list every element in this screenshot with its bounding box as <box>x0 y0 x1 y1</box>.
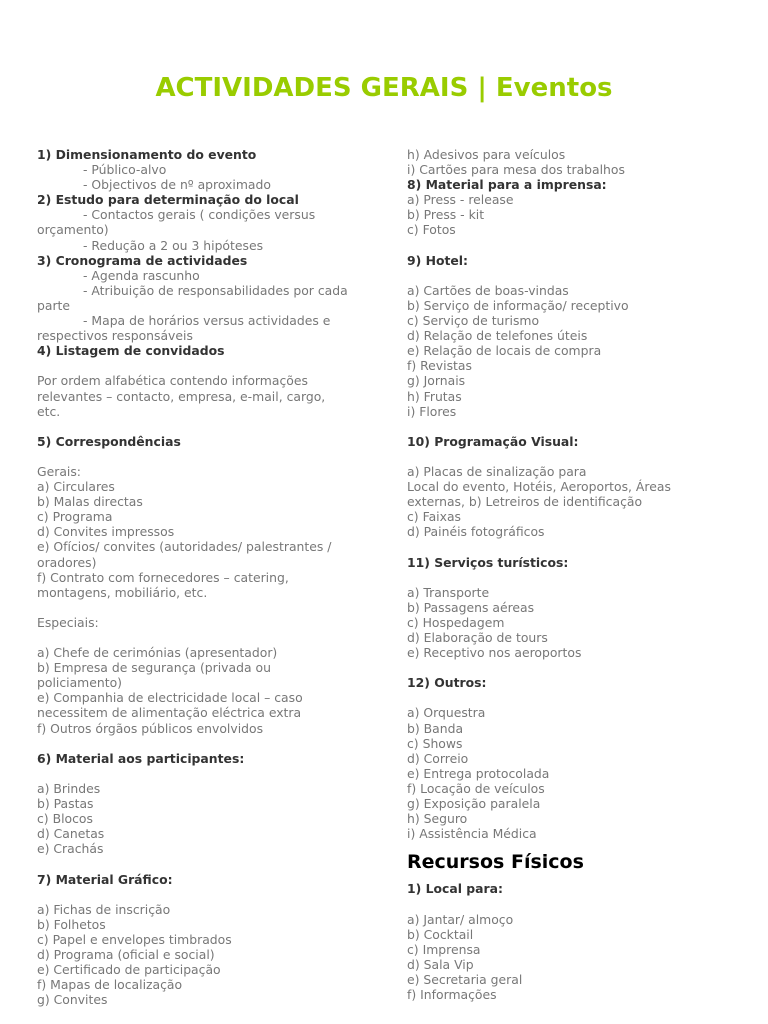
list-item: a) Fichas de inscrição <box>37 901 171 917</box>
list-item: - Contactos gerais ( condições versus <box>83 207 316 223</box>
list-item: f) Mapas de localização <box>37 977 183 993</box>
blank-line <box>407 570 707 585</box>
section-heading: 4) Listagem de convidados <box>37 343 225 359</box>
blank-line <box>407 539 707 554</box>
list-item: e) Certificado de participação <box>37 962 221 978</box>
list-item: - Objectivos de nº aproximado <box>83 177 271 193</box>
list-item: b) Folhetos <box>37 916 106 932</box>
list-item: g) Jornais <box>407 373 466 389</box>
list-item: a) Placas de sinalização para <box>407 463 587 479</box>
list-item: c) Programa <box>37 509 113 525</box>
list-item: e) Ofícios/ convites (autoridades/ palestrantes / <box>37 539 332 555</box>
list-item: c) Faixas <box>407 509 461 525</box>
list-item: e) Companhia de electricidade local – caso <box>37 690 303 706</box>
paragraph-line: Por ordem alfabética contendo informações <box>37 373 308 389</box>
list-item: a) Circulares <box>37 479 115 495</box>
section-title-recursos-fisicos: Recursos Físicos <box>407 851 584 874</box>
list-item: c) Fotos <box>407 222 456 238</box>
list-item: a) Chefe de cerimónias (apresentador) <box>37 645 278 661</box>
section-heading: 11) Serviços turísticos: <box>407 554 569 570</box>
list-item: f) Revistas <box>407 358 472 374</box>
section-heading: 1) Dimensionamento do evento <box>37 147 257 162</box>
list-item: e) Relação de locais de compra <box>407 343 602 359</box>
section-heading: 12) Outros: <box>407 675 487 691</box>
blank-line <box>407 660 707 675</box>
section-heading: 10) Programação Visual: <box>407 433 579 449</box>
list-item: b) Serviço de informação/ receptivo <box>407 297 629 313</box>
list-item: b) Passagens aéreas <box>407 599 535 615</box>
list-item: e) Receptivo nos aeroportos <box>407 645 582 661</box>
left-column <box>37 147 357 1007</box>
list-item: a) Cartões de boas-vindas <box>407 282 569 298</box>
list-item: b) Cocktail <box>407 926 474 942</box>
list-item: c) Shows <box>407 735 463 751</box>
paragraph-line: relevantes – contacto, empresa, e-mail, cargo, <box>37 388 326 404</box>
blank-line <box>37 630 357 645</box>
list-item: b) Empresa de segurança (privada ou <box>37 660 271 676</box>
list-item: h) Adesivos para veículos <box>407 147 566 162</box>
section-heading: 9) Hotel: <box>407 252 469 268</box>
list-item: orçamento) <box>37 222 109 238</box>
section-heading: 3) Cronograma de actividades <box>37 252 248 268</box>
list-item: Local do evento, Hotéis, Aeroportos, Áreas <box>407 479 671 495</box>
section-heading: 8) Material para a imprensa: <box>407 177 607 193</box>
list-item: d) Elaboração de tours <box>407 630 548 645</box>
section-heading: 5) Correspondências <box>37 433 181 449</box>
blank-line <box>37 449 357 464</box>
list-item: c) Blocos <box>37 811 93 827</box>
list-item: oradores) <box>37 554 97 570</box>
section-heading: 1) Local para: <box>407 881 503 897</box>
list-item: b) Banda <box>407 720 464 736</box>
list-item: - Atribuição de responsabilidades por cada <box>83 282 348 298</box>
blank-line <box>37 419 357 434</box>
list-item: - Público-alvo <box>83 162 167 178</box>
list-item: i) Cartões para mesa dos trabalhos <box>407 162 625 178</box>
blank-line <box>37 856 357 871</box>
list-item: i) Assistência Médica <box>407 826 537 842</box>
section-heading: 6) Material aos participantes: <box>37 750 245 766</box>
list-item: f) Contrato com fornecedores – catering, <box>37 569 289 585</box>
list-item: - Agenda rascunho <box>83 267 200 283</box>
list-item: h) Frutas <box>407 388 462 404</box>
blank-line <box>407 449 707 464</box>
list-item: g) Exposição paralela <box>407 796 541 812</box>
list-item: d) Painéis fotográficos <box>407 524 545 540</box>
list-item: a) Press - release <box>407 192 514 208</box>
list-item: d) Convites impressos <box>37 524 175 540</box>
page-title: ACTIVIDADES GERAIS | Eventos <box>155 73 613 103</box>
list-item: b) Malas directas <box>37 494 143 510</box>
subheading: Especiais: <box>37 614 99 630</box>
blank-line <box>407 690 707 705</box>
list-item: a) Brindes <box>37 780 101 796</box>
list-item: a) Transporte <box>407 584 490 600</box>
list-item: i) Flores <box>407 403 457 419</box>
section-heading: 2) Estudo para determinação do local <box>37 192 299 208</box>
list-item: a) Jantar/ almoço <box>407 911 514 927</box>
list-item: f) Informações <box>407 986 497 1002</box>
blank-line <box>407 419 707 434</box>
list-item: b) Pastas <box>37 796 94 812</box>
list-item: - Redução a 2 ou 3 hipóteses <box>83 237 264 253</box>
list-item: c) Papel e envelopes timbrados <box>37 931 232 947</box>
list-item: d) Relação de telefones úteis <box>407 328 588 344</box>
list-item: externas, b) Letreiros de identificação <box>407 494 643 510</box>
blank-line <box>407 268 707 283</box>
list-item: policiamento) <box>37 675 122 691</box>
section-heading: 7) Material Gráfico: <box>37 871 173 887</box>
list-item: e) Secretaria geral <box>407 971 523 987</box>
list-item: g) Convites <box>37 992 108 1008</box>
list-item: e) Crachás <box>37 841 104 857</box>
list-item: d) Correio <box>407 750 469 766</box>
blank-line <box>37 358 357 373</box>
right-column <box>407 147 707 1002</box>
blank-line <box>37 736 357 751</box>
list-item: parte <box>37 297 71 313</box>
list-item: c) Hospedagem <box>407 614 505 630</box>
blank-line <box>407 896 707 911</box>
list-item: c) Serviço de turismo <box>407 313 540 329</box>
list-item: d) Programa (oficial e social) <box>37 946 215 962</box>
blank-line <box>407 238 707 253</box>
list-item: respectivos responsáveis <box>37 328 193 344</box>
list-item: c) Imprensa <box>407 941 481 957</box>
list-item: - Mapa de horários versus actividades e <box>83 313 331 329</box>
subheading: Gerais: <box>37 463 81 479</box>
list-item: f) Outros órgãos públicos envolvidos <box>37 720 264 736</box>
list-item: b) Press - kit <box>407 207 485 223</box>
blank-line <box>37 766 357 781</box>
blank-line <box>37 887 357 902</box>
list-item: necessitem de alimentação eléctrica extra <box>37 705 302 721</box>
list-item: h) Seguro <box>407 811 468 827</box>
list-item: e) Entrega protocolada <box>407 765 550 781</box>
list-item: d) Canetas <box>37 826 105 842</box>
list-item: a) Orquestra <box>407 705 486 721</box>
list-item: montagens, mobiliário, etc. <box>37 584 208 600</box>
blank-line <box>37 600 357 615</box>
list-item: f) Locação de veículos <box>407 780 545 796</box>
paragraph-line: etc. <box>37 403 61 419</box>
list-item: d) Sala Vip <box>407 956 474 972</box>
